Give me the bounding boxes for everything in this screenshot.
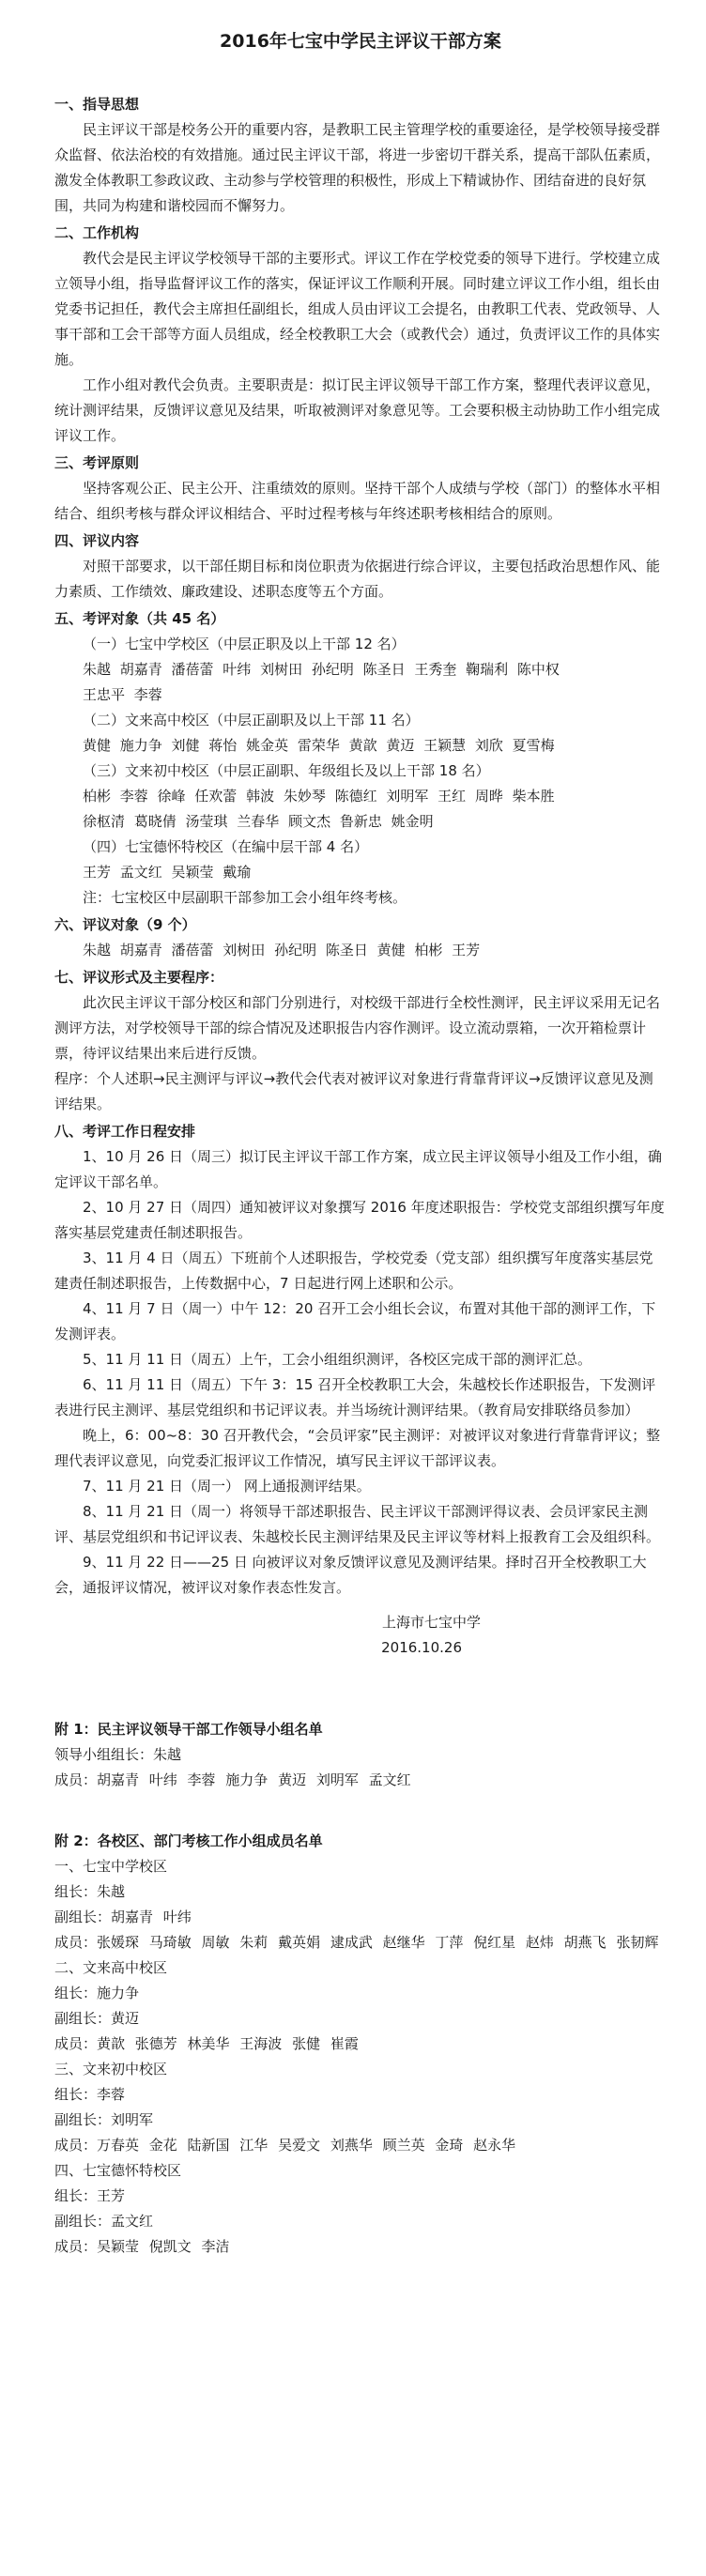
group-names-wenlai-middle-1: 柏彬 李蓉 徐峰 任欢蕾 韩波 朱妙琴 陈德红 刘明军 王红 周晔 柴本胜 — [83, 788, 555, 805]
section-heading-content: 四、评议内容 — [54, 532, 140, 549]
section-body-content: 对照干部要求，以干部任期目标和岗位职责为依据进行综合评议，主要包括政治思想作风、能力素质、工作绩效、廉政建设、述职态度等五个方面。 — [54, 558, 661, 600]
group-label-wenlai-middle: （三）文来初中校区（中层正副职、年级组长及以上干部 18 名） — [83, 762, 490, 779]
evaluation-target-names: 朱越 胡嘉青 潘蓓蕾 刘树田 孙纪明 陈圣日 黄健 柏彬 王芳 — [83, 942, 481, 958]
campus-deputy: 副组长：刘明军 — [54, 2111, 154, 2128]
group-label-wenlai-high: （二）文来高中校区（中层正副职及以上干部 11 名） — [83, 712, 420, 728]
section-body-procedure-1: 此次民主评议干部分校区和部门分别进行，对校级干部进行全校性测评，民主评议采用无记名测评方法，对学校领导干部的综合情况及述职报告内容作测评。设立流动票箱，一次开箱检票计票，待评议结果出来后进行反馈。 — [54, 994, 661, 1062]
section-body-work-organization-2: 工作小组对教代会负责。主要职责是：拟订民主评议领导干部工作方案，整理代表评议意见，统计测评结果，反馈评议意见及结果，听取被测评对象意见等。工会要积极主动协助工作小组完成评议工作。 — [54, 376, 661, 444]
campus-members: 成员：万春英 金花 陆新国 江华 吴爱文 刘燕华 顾兰英 金琦 赵永华 — [54, 2137, 516, 2154]
schedule-item: 2、10 月 27 日（周四）通知被评议对象撰写 2016 年度述职报告：学校党支部组织撰写年度落实基层党建责任制述职报告。 — [54, 1199, 665, 1241]
schedule-item: 1、10 月 26 日（周三）拟订民主评议干部工作方案，成立民主评议领导小组及工作小组，确定评议干部名单。 — [54, 1148, 663, 1190]
schedule-item: 7、11 月 21 日（周一） 网上通报测评结果。 — [83, 1478, 371, 1495]
section-body-work-organization-1: 教代会是民主评议学校领导干部的主要形式。评议工作在学校党委的领导下进行。学校建立成立领导小组，指导监督评议工作的落实，保证评议工作顺利开展。同时建立评议工作小组，组长由党委书记担任，教代会主席担任副组长，组成人员由评议工会提名，由教职工代表、党政领导、人事干部和工会干部等方面人员组成，经全校教职工大会（或教代会）通过，负责评议工作的具体实施。 — [54, 250, 661, 368]
section-heading-evaluation-targets: 六、评议对象（9 个） — [54, 916, 196, 933]
section-heading-schedule: 八、考评工作日程安排 — [54, 1123, 196, 1140]
schedule-item: 4、11 月 7 日（周一）中午 12：20 召开工会小组长会议，布置对其他干部的测评工作，下发测评表。 — [54, 1300, 656, 1342]
schedule-item: 晚上，6：00~8：30 召开教代会，“会员评家”民主测评：对被评议对象进行背靠背评议；整理代表评议意见，向党委汇报评议工作情况，填写民主评议干部评议表。 — [54, 1427, 661, 1469]
group-note: 注：七宝校区中层副职干部参加工会小组年终考核。 — [83, 889, 407, 906]
group-names-wenlai-middle-2: 徐枢清 葛晓倩 汤莹琪 兰春华 顾文杰 鲁新忠 姚金明 — [83, 813, 434, 830]
campus-members: 成员：黄歆 张德芳 林美华 王海波 张健 崔霞 — [54, 2035, 359, 2052]
group-label-qibao: （一）七宝中学校区（中层正职及以上干部 12 名） — [83, 636, 406, 652]
campus-name: 一、七宝中学校区 — [54, 1858, 168, 1875]
signature-organization: 上海市七宝中学 — [381, 1614, 481, 1631]
section-heading-work-organization: 二、工作机构 — [54, 224, 140, 241]
group-label-dwight: （四）七宝德怀特校区（在编中层干部 4 名） — [83, 838, 369, 855]
campus-deputy: 副组长：胡嘉青 叶纬 — [54, 1909, 192, 1925]
appendix-1-members: 成员：胡嘉青 叶纬 李蓉 施力争 黄迈 刘明军 孟文红 — [54, 1771, 411, 1788]
group-names-qibao-2: 王忠平 李蓉 — [83, 686, 162, 703]
schedule-item: 6、11 月 11 日（周五）下午 3：15 召开全校教职工大会，朱越校长作述职报告，下发测评表进行民主测评、基层党组织和书记评议表。并当场统计测评结果。（教育局安排联络员参加） — [54, 1376, 656, 1418]
campus-name: 二、文来高中校区 — [54, 1959, 168, 1976]
section-body-procedure-2: 程序：个人述职→民主测评与评议→教代会代表对被评议对象进行背靠背评议→反馈评议意见及测评结果。 — [54, 1070, 653, 1112]
group-names-dwight: 王芳 孟文红 吴颖莹 戴瑜 — [83, 864, 252, 881]
group-names-qibao-1: 朱越 胡嘉青 潘蓓蕾 叶纬 刘树田 孙纪明 陈圣日 王秀奎 鞠瑞利 陈中权 — [83, 661, 560, 678]
section-body-guiding-ideology: 民主评议干部是校务公开的重要内容，是教职工民主管理学校的重要途径，是学校领导接受群众监督、依法治校的有效措施。通过民主评议干部，将进一步密切干群关系，提高干部队伍素质，激发全体教职工参政议政、主动参与学校管理的积极性，形成上下精诚协作、团结奋进的良好氛围，共同为构建和谐校园而不懈努力。 — [54, 121, 661, 214]
section-heading-assessment-targets: 五、考评对象（共 45 名） — [54, 610, 225, 627]
schedule-item: 5、11 月 11 日（周五）上午，工会小组组织测评，各校区完成干部的测评汇总。 — [83, 1351, 592, 1368]
section-heading-principles: 三、考评原则 — [54, 454, 140, 471]
appendix-2-title: 附 2：各校区、部门考核工作小组成员名单 — [54, 1832, 323, 1849]
campus-deputy: 副组长：孟文红 — [54, 2213, 154, 2230]
campus-leader: 组长：李蓉 — [54, 2086, 126, 2103]
schedule-item: 3、11 月 4 日（周五）下班前个人述职报告，学校党委（党支部）组织撰写年度落实基层党建责任制述职报告，上传数据中心，7 日起进行网上述职和公示。 — [54, 1250, 653, 1292]
campus-deputy: 副组长：黄迈 — [54, 2010, 140, 2027]
schedule-item: 8、11 月 21 日（周一）将领导干部述职报告、民主评议干部测评得议表、会员评家民主测评、基层党组织和书记评议表、朱越校长民主测评结果及民主评议等材料上报教育工会及组织科。 — [54, 1503, 661, 1545]
campus-leader: 组长：朱越 — [54, 1883, 126, 1900]
campus-members: 成员：张媛琛 马琦敏 周敏 朱莉 戴英娟 逮成武 赵继华 丁萍 倪红星 赵炜 胡燕飞 张韧辉 — [54, 1934, 659, 1951]
signature-date: 2016.10.26 — [381, 1639, 462, 1656]
campus-leader: 组长：施力争 — [54, 1985, 140, 2001]
section-heading-guiding-ideology: 一、指导思想 — [54, 96, 140, 113]
section-body-principles: 坚持客观公正、民主公开、注重绩效的原则。坚持干部个人成绩与学校（部门）的整体水平相结合、组织考核与群众评议相结合、平时过程考核与年终述职考核相结合的原则。 — [54, 480, 661, 522]
appendix-1-title: 附 1：民主评议领导干部工作领导小组名单 — [54, 1721, 323, 1738]
campus-name: 四、七宝德怀特校区 — [54, 2162, 182, 2179]
schedule-item: 9、11 月 22 日——25 日 向被评议对象反馈评议意见及测评结果。择时召开全校教职工大会，通报评议情况，被评议对象作表态性发言。 — [54, 1554, 647, 1596]
appendix-1-leader: 领导小组组长：朱越 — [54, 1746, 182, 1763]
document-title: 2016年七宝中学民主评议干部方案 — [220, 31, 501, 52]
section-heading-procedure: 七、评议形式及主要程序： — [54, 969, 224, 986]
campus-members: 成员：吴颖莹 倪凯文 李洁 — [54, 2238, 230, 2255]
group-names-wenlai-high: 黄健 施力争 刘健 蒋怡 姚金英 雷荣华 黄歆 黄迈 王颖慧 刘欣 夏雪梅 — [83, 737, 555, 754]
campus-leader: 组长：王芳 — [54, 2187, 126, 2204]
campus-name: 三、文来初中校区 — [54, 2061, 168, 2078]
